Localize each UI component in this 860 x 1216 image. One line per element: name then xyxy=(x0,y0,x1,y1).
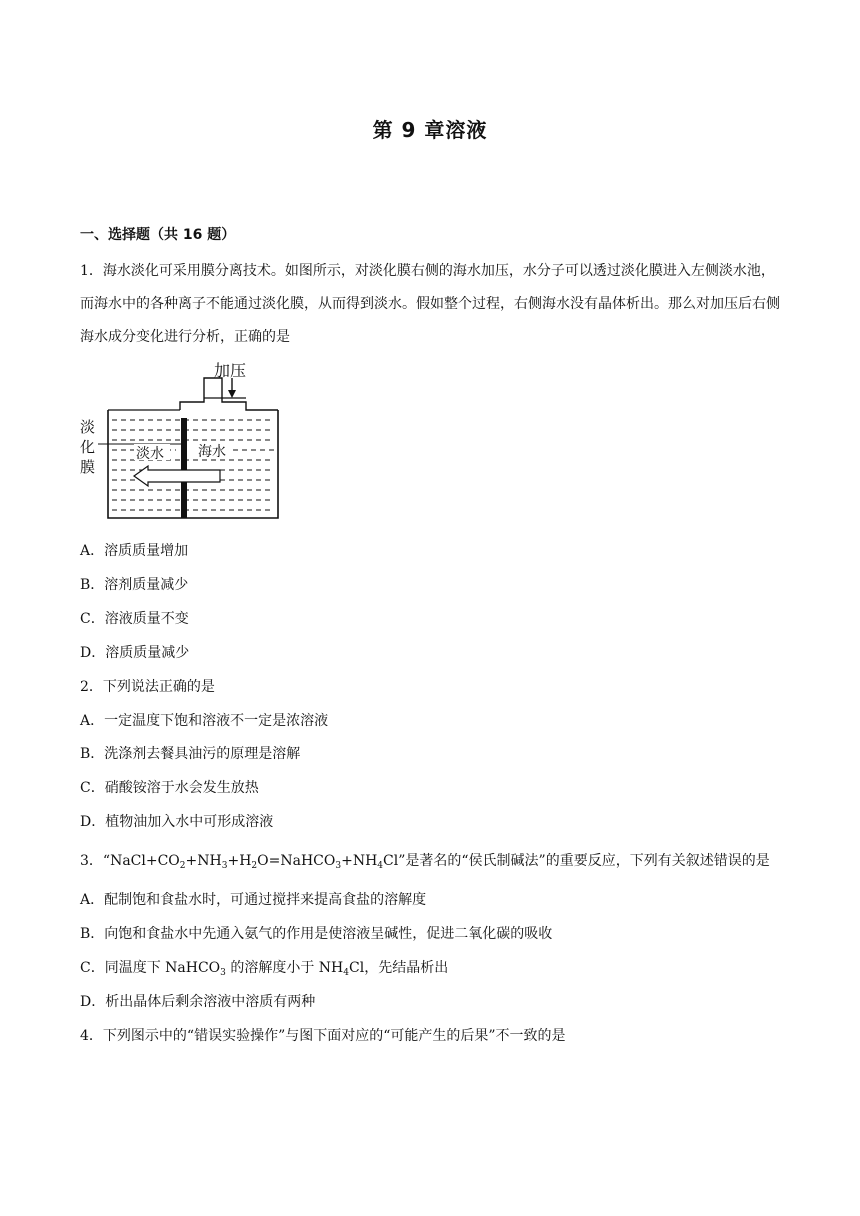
question-2-stem: 2．下列说法正确的是 xyxy=(80,679,215,695)
pressure-arrow-head xyxy=(228,390,236,398)
q1-option-a: A．溶质质量增加 xyxy=(80,543,189,559)
q3-option-d: D．析出晶体后剩余溶液中溶质有两种 xyxy=(80,994,316,1010)
q3-option-b: B．向饱和食盐水中先通入氨气的作用是使溶液呈碱性，促进二氧化碳的吸收 xyxy=(80,926,553,942)
q3-option-c: C．同温度下 NaHCO$_3$ 的溶解度小于 $NH_4Cl$，先结晶析出 xyxy=(80,960,449,978)
pressure-label: 加压 xyxy=(214,361,247,380)
water-lines xyxy=(112,420,274,510)
membrane-label-2: 化 xyxy=(80,438,96,456)
q2-option-a: A．一定温度下饱和溶液不一定是浓溶液 xyxy=(80,713,329,729)
q1-option-d: D．溶质质量减少 xyxy=(80,645,190,661)
q1-option-b: B．溶剂质量减少 xyxy=(80,577,189,593)
q2-option-b: B．洗涤剂去餐具油污的原理是溶解 xyxy=(80,746,301,762)
desalination-diagram xyxy=(78,358,288,526)
fresh-water-label: 淡水 xyxy=(136,446,164,462)
membrane xyxy=(181,418,187,518)
membrane-label-3: 膜 xyxy=(80,458,96,476)
question-3-stem: 3．“$NaCl+CO_2+NH_3+H_2O=NaHCO_3+NH_4Cl$”是著名的“侯氏制碱法”的重要反应，下列有关叙述错误的是 xyxy=(80,853,770,871)
question-4-stem: 4．下列图示中的“错误实验操作”与图下面对应的“可能产生的后果”不一致的是 xyxy=(80,1028,566,1044)
sea-water-label: 海水 xyxy=(198,444,226,460)
q2-option-c: C．硝酸铵溶于水会发生放热 xyxy=(80,780,259,796)
q3-option-a: A．配制饱和食盐水时，可通过搅拌来提高食盐的溶解度 xyxy=(80,892,427,908)
question-1-stem: 1．海水淡化可采用膜分离技术。如图所示，对淡化膜右侧的海水加压，水分子可以透过淡化膜进入左侧淡水池，而海水中的各种离子不能通过淡化膜，从而得到淡水。假如整个过程，右侧海水没有晶体析出。那么对加压后右侧海水成分变化进行分析，正确的是 xyxy=(80,263,780,345)
membrane-label-1: 淡 xyxy=(80,418,96,436)
q1-option-c: C．溶液质量不变 xyxy=(80,611,189,627)
q2-option-d: D．植物油加入水中可形成溶液 xyxy=(80,814,274,830)
flow-arrow xyxy=(134,466,220,486)
page-title: 第 9 章溶液 xyxy=(372,118,488,142)
tank-outline xyxy=(108,410,278,518)
piston-chimney xyxy=(180,378,278,410)
section-heading: 一、选择题（共 16 题） xyxy=(80,227,236,243)
